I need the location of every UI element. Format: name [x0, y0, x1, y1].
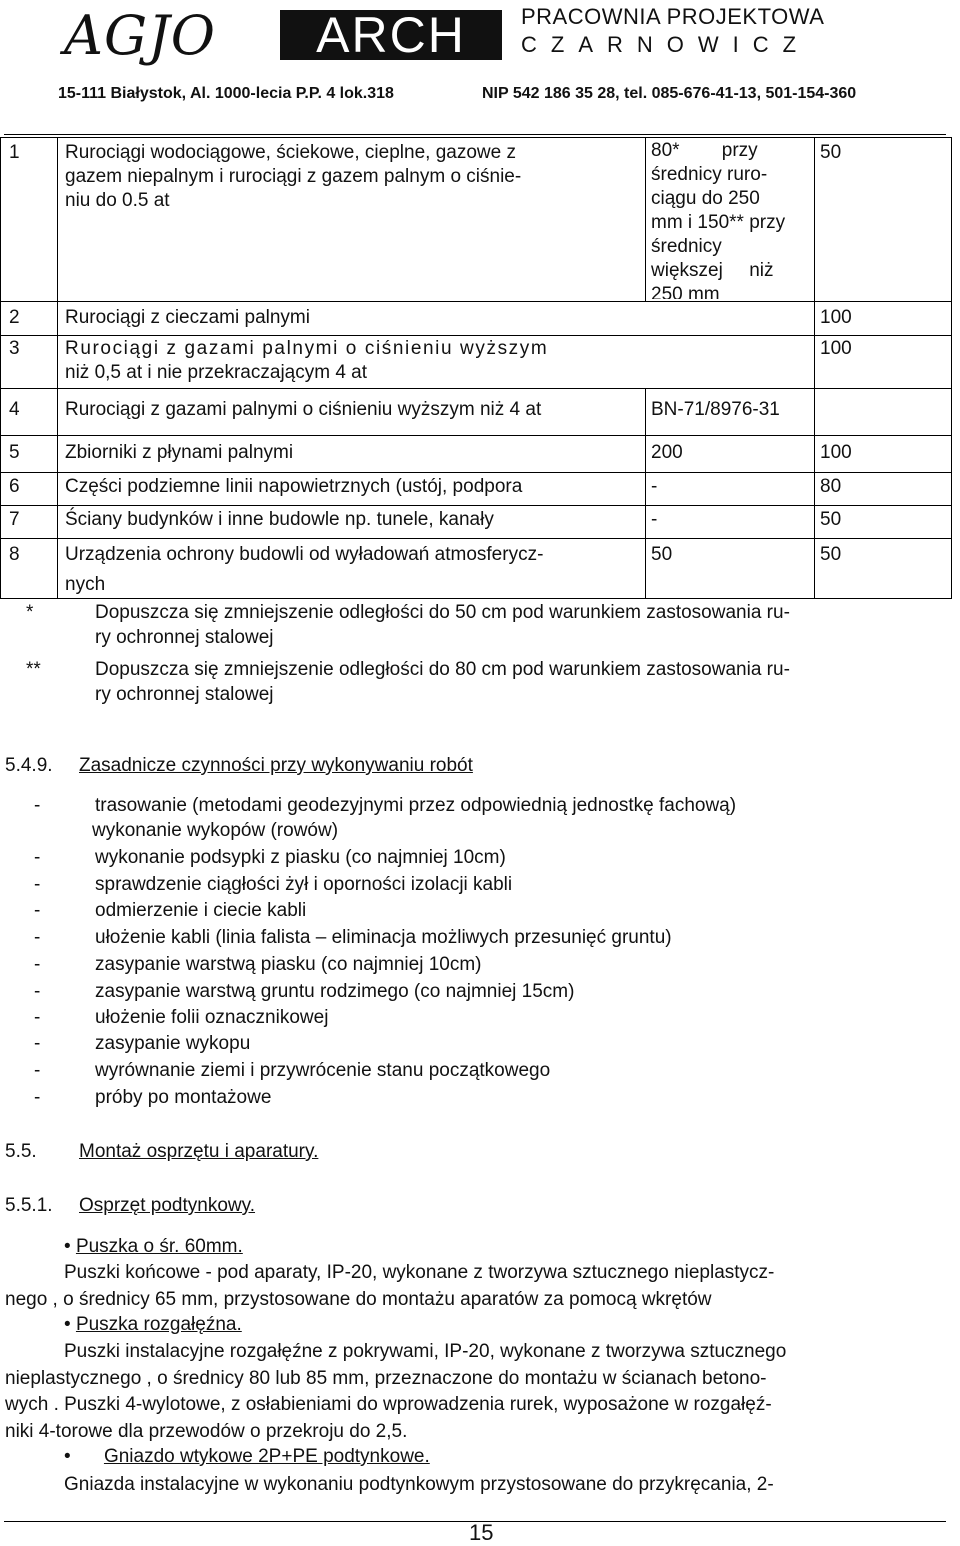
row-description: Ściany budynków i inne budowle np. tunele, kanały: [65, 509, 494, 530]
row-distance: 100: [820, 442, 852, 463]
desc-line: gazem niepalnym i rurociągi z gazem palnym o ciśnie-: [65, 166, 522, 187]
col-divider: [645, 388, 646, 598]
row-distance: 50: [820, 544, 842, 565]
row-description: [65, 141, 645, 213]
mid-line: średnicy ruro-: [651, 164, 768, 185]
desc-line: niu do 0.5 at: [65, 190, 170, 211]
mid-line: 80* przy: [651, 140, 758, 161]
list-dash: -: [34, 795, 41, 816]
paragraph: Puszki końcowe - pod aparaty, IP-20, wykonane z tworzywa sztucznego nieplastycz-: [64, 1262, 775, 1283]
footnote-mark: *: [26, 602, 34, 623]
section-number: 5.5.: [5, 1141, 37, 1162]
desc-line: niż 0,5 at i nie przekraczającym 4 at: [65, 362, 368, 383]
bullet-label: Gniazdo wtykowe 2P+PE podtynkowe.: [103, 1446, 430, 1467]
col-divider: [814, 137, 815, 598]
list-text: zasypanie wykopu: [95, 1033, 251, 1054]
row-distance-min: BN-71/8976-31: [651, 399, 780, 420]
row-divider: [0, 335, 952, 336]
row-distance: 100: [820, 338, 852, 359]
col-divider: [57, 137, 58, 598]
footnote-line: ry ochronnej stalowej: [95, 627, 274, 648]
arch-logo: ARCH: [280, 10, 502, 60]
row-distance: 100: [820, 307, 852, 328]
header-divider: [4, 134, 946, 135]
row-divider: [0, 538, 952, 539]
row-divider: [0, 301, 952, 302]
row-description: Rurociągi z cieczami palnymi: [65, 307, 310, 328]
row-distance: 80: [820, 476, 842, 497]
paragraph: nieplastycznego , o średnicy 80 lub 85 mm, przeznaczone do montażu w ścianach betono-: [5, 1368, 767, 1389]
list-dash: -: [34, 1033, 41, 1054]
mid-line: ciągu do 250: [651, 188, 760, 209]
row-distance-min: 200: [651, 442, 683, 463]
row-distance-min: -: [651, 476, 658, 497]
desc-line: nych: [65, 574, 106, 595]
row-divider: [0, 472, 952, 473]
section-number: 5.5.1.: [5, 1195, 53, 1216]
table-border: [0, 598, 952, 599]
row-number: 8: [9, 544, 20, 565]
col-divider: [951, 137, 952, 598]
bullet-heading: [64, 1236, 243, 1258]
paragraph: Puszki instalacyjne rozgałęźne z pokrywami, IP-20, wykonane z tworzywa sztucznego: [64, 1341, 787, 1362]
desc-line: Urządzenia ochrony budowli od wyładowań atmosferycz-: [65, 544, 544, 565]
address: 15-111 Białystok, Al. 1000-lecia P.P. 4 lok.318: [58, 85, 394, 102]
list-text: zasypanie warstwą gruntu rodzimego (co najmniej 15cm): [95, 981, 575, 1002]
list-dash: -: [34, 900, 41, 921]
row-distance: 50: [820, 509, 842, 530]
list-text: wykonanie podsypki z piasku (co najmniej 10cm): [95, 847, 506, 868]
paragraph: nego , o średnicy 65 mm, przystosowane do montażu aparatów za pomocą wkrętów: [5, 1289, 712, 1310]
list-text: wykonanie wykopów (rowów): [92, 820, 339, 841]
list-dash: -: [34, 927, 41, 948]
row-description: Części podziemne linii napowietrznych (ustój, podpora: [65, 476, 523, 497]
row-description: Zbiorniki z płynami palnymi: [65, 442, 294, 463]
row-divider: [0, 505, 952, 506]
footnote-mark: **: [26, 659, 41, 680]
bullet-label: Puszka rozgałęźna.: [75, 1314, 242, 1335]
paragraph: wych . Puszki 4-wylotowe, z osłabieniami do wprowadzenia rurek, wyposażone w rozgałęź-: [5, 1394, 772, 1415]
list-dash: -: [34, 954, 41, 975]
mid-line: większej niż: [651, 260, 774, 281]
contact-info: NIP 542 186 35 28, tel. 085-676-41-13, 501-154-360: [482, 85, 857, 102]
row-distance: 50: [820, 142, 842, 163]
footnote-line: Dopuszcza się zmniejszenie odległości do 50 cm pod warunkiem zastosowania ru-: [95, 602, 790, 623]
row-number: 4: [9, 399, 20, 420]
list-text: ułożenie kabli (linia falista – eliminacja możliwych przesunięć gruntu): [95, 927, 672, 948]
row-number: 1: [9, 142, 20, 163]
list-dash: -: [34, 1007, 41, 1028]
desc-line: Rurociągi z gazami palnymi o ciśnieniu wyższym: [65, 338, 549, 359]
row-description: Rurociągi z gazami palnymi o ciśnieniu wyższym niż 4 at: [65, 399, 542, 420]
list-text: próby po montażowe: [95, 1087, 272, 1108]
footnote-text: [95, 600, 955, 650]
footnote-line: ry ochronnej stalowej: [95, 684, 274, 705]
row-distance-min: 50: [651, 544, 673, 565]
section-title: Montaż osprzętu i aparatury.: [79, 1141, 319, 1162]
footnote-text: [95, 657, 955, 707]
list-dash: -: [34, 874, 41, 895]
bullet-dot-icon: •: [64, 1314, 71, 1335]
row-divider: [0, 435, 952, 436]
list-text: wyrównanie ziemi i przywrócenie stanu początkowego: [95, 1060, 551, 1081]
mid-line: 250 mm: [651, 284, 720, 299]
page-number: 15: [469, 1520, 494, 1545]
list-text: trasowanie (metodami geodezyjnymi przez odpowiednią jednostkę fachową): [95, 795, 737, 816]
section-number: 5.4.9.: [5, 755, 53, 776]
studio-owner: CZARNOWICZ: [521, 32, 811, 57]
bullet-dot-icon: •: [64, 1446, 71, 1467]
row-divider: [0, 388, 952, 389]
list-dash: -: [34, 847, 41, 868]
table-border: [0, 137, 952, 138]
desc-line: Rurociągi wodociągowe, ściekowe, cieplne, gazowe z: [65, 142, 516, 163]
section-title: Osprzęt podtynkowy.: [79, 1195, 256, 1216]
bullet-heading: [64, 1446, 430, 1468]
row-distance-min: -: [651, 509, 658, 530]
bullet-label: Puszka o śr. 60mm.: [75, 1236, 243, 1257]
list-text: zasypanie warstwą piasku (co najmniej 10cm): [95, 954, 482, 975]
col-divider: [645, 137, 646, 301]
row-number: 3: [9, 338, 20, 359]
row-number: 2: [9, 307, 20, 328]
row-number: 7: [9, 509, 20, 530]
bullet-dot-icon: •: [64, 1236, 71, 1257]
list-dash: -: [34, 1087, 41, 1108]
section-title: Zasadnicze czynności przy wykonywaniu robót: [79, 755, 473, 776]
row-description: [65, 337, 645, 385]
list-text: odmierzenie i ciecie kabli: [95, 900, 307, 921]
mid-line: mm i 150** przy: [651, 212, 786, 233]
row-number: 5: [9, 442, 20, 463]
row-distance-min: [651, 139, 811, 299]
row-number: 6: [9, 476, 20, 497]
agjo-logo: AGJO: [64, 4, 217, 67]
mid-line: średnicy: [651, 236, 722, 257]
studio-name: PRACOWNIA PROJEKTOWA: [521, 4, 825, 29]
col-divider: [0, 137, 1, 598]
list-dash: -: [34, 1060, 41, 1081]
list-dash: -: [34, 981, 41, 1002]
list-text: ułożenie folii oznacznikowej: [95, 1007, 329, 1028]
row-description: [65, 543, 645, 597]
footnote-line: Dopuszcza się zmniejszenie odległości do 80 cm pod warunkiem zastosowania ru-: [95, 659, 790, 680]
paragraph: Gniazda instalacyjne w wykonaniu podtynkowym przystosowane do przykręcania, 2-: [64, 1474, 774, 1495]
list-text: sprawdzenie ciągłości żył i oporności izolacji kabli: [95, 874, 513, 895]
bullet-heading: [64, 1314, 242, 1336]
paragraph: niki 4-torowe dla przewodów o przekroju do 2,5.: [5, 1421, 408, 1442]
